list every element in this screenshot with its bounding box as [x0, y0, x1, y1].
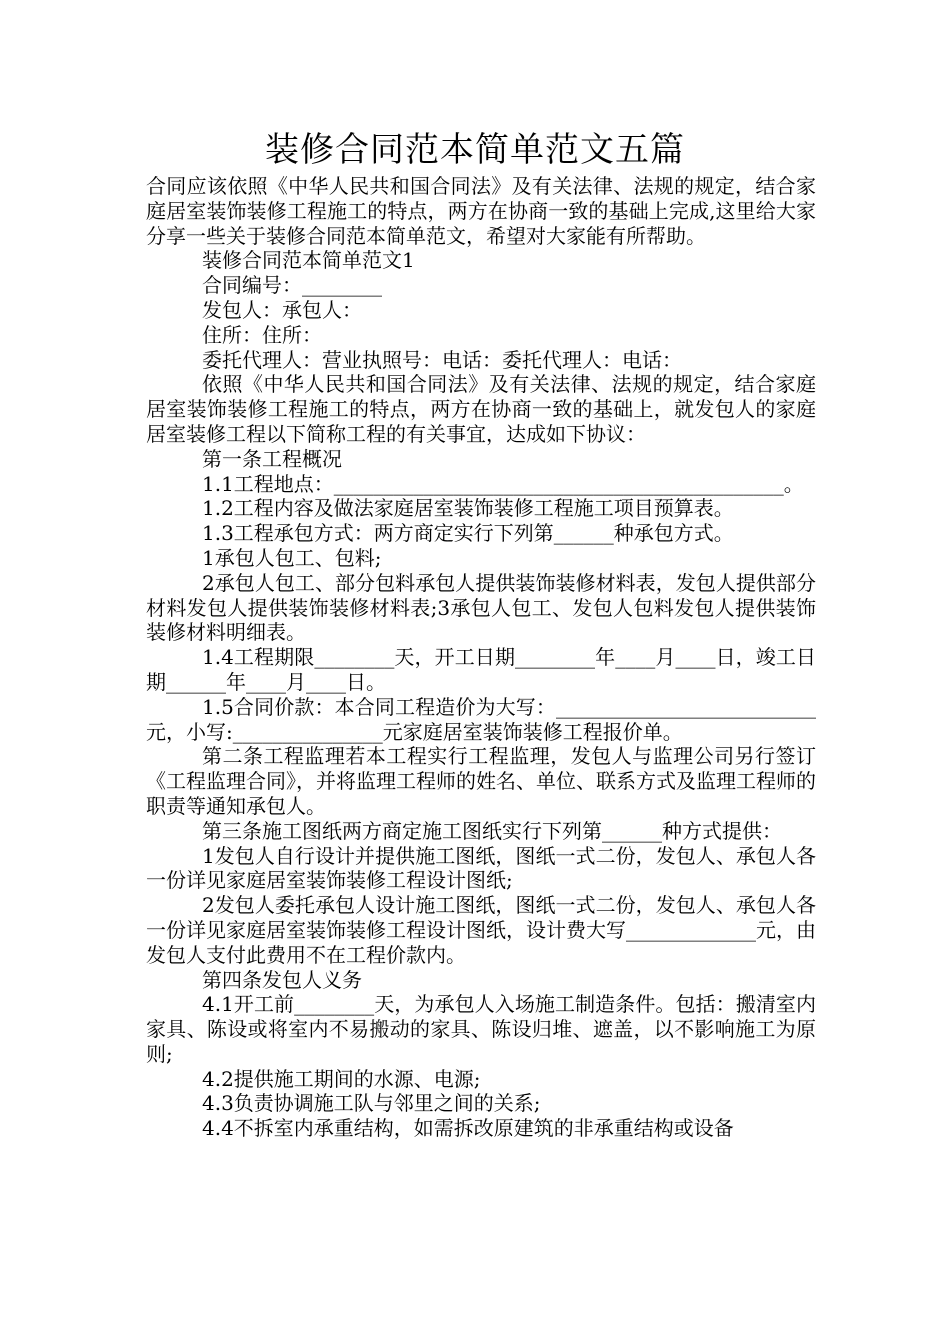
clause-1-5: 1.5合同价款：本合同工程造价为大写：__________________________元，小写:_______________元家庭居室装饰装修工程报价单。 [146, 694, 816, 744]
clause-4-2: 4.2提供施工期间的水源、电源; [202, 1066, 481, 1091]
article-1-heading: 第一条工程概况 [202, 446, 342, 471]
contract-number-line: 合同编号：________ [202, 273, 382, 298]
clause-1-1: 1.1工程地点：_____________________________________________。 [202, 471, 804, 496]
option-1: 1承包人包工、包料; [202, 545, 382, 570]
article-4-heading: 第四条发包人义务 [202, 967, 362, 992]
intro-paragraph: 合同应该依照《中华人民共和国合同法》及有关法律、法规的规定，结合家庭居室装饰装修工程施工的特点，两方在协商一致的基础上完成,这里给大家分享一些关于装修合同范本简单范文，希望对大家能有所帮助。 [146, 174, 816, 248]
article-2-paragraph: 第二条工程监理若本工程实行工程监理，发包人与监理公司另行签订《工程监理合同》，并将监理工程师的姓名、单位、联系方式及监理工程师的职责等通知承包人。 [146, 744, 816, 818]
article-3-paragraph: 第三条施工图纸两方商定施工图纸实行下列第______种方式提供： [202, 818, 782, 843]
clause-1-3: 1.3工程承包方式：两方商定实行下列第______种承包方式。 [202, 521, 734, 546]
clause-4-4: 4.4不拆室内承重结构，如需拆改原建筑的非承重结构或设备 [202, 1116, 734, 1141]
preamble-paragraph: 依照《中华人民共和国合同法》及有关法律、法规的规定，结合家庭居室装饰装修工程施工的特点，两方在协商一致的基础上，就发包人的家庭居室装修工程以下简称工程的有关事宜，达成如下协议： [146, 372, 816, 446]
drawing-option-2: 2发包人委托承包人设计施工图纸，图纸一式二份，发包人、承包人各一份详见家庭居室装饰装修工程设计图纸，设计费大写_____________元，由发包人支付此费用不在工程价款内。 [146, 893, 816, 967]
address-line: 住所：住所： [202, 322, 322, 347]
section-heading-sample-1: 装修合同范本简单范文1 [202, 248, 415, 273]
clause-4-1: 4.1开工前________天，为承包人入场施工制造条件。包括：搬清室内家具、陈设或将室内不易搬动的家具、陈设归堆、遮盖，以不影响施工为原则; [146, 992, 816, 1066]
agent-line: 委托代理人：营业执照号：电话：委托代理人：电话： [202, 347, 682, 372]
option-2-3: 2承包人包工、部分包料承包人提供装饰装修材料表，发包人提供部分材料发包人提供装饰装修材料表;3承包人包工、发包人包料发包人提供装饰装修材料明细表。 [146, 570, 816, 645]
clause-1-2: 1.2工程内容及做法家庭居室装饰装修工程施工项目预算表。 [202, 496, 734, 521]
clause-4-3: 4.3负责协调施工队与邻里之间的关系; [202, 1091, 541, 1116]
parties-line: 发包人：承包人： [202, 297, 362, 322]
clause-1-4: 1.4工程期限________天，开工日期________年____月____日，竣工日期______年____月____日。 [146, 645, 816, 694]
drawing-option-1: 1发包人自行设计并提供施工图纸，图纸一式二份，发包人、承包人各一份详见家庭居室装饰装修工程设计图纸; [146, 843, 816, 893]
document-title: 装修合同范本简单范文五篇 [265, 130, 685, 170]
document-body [146, 174, 816, 1141]
